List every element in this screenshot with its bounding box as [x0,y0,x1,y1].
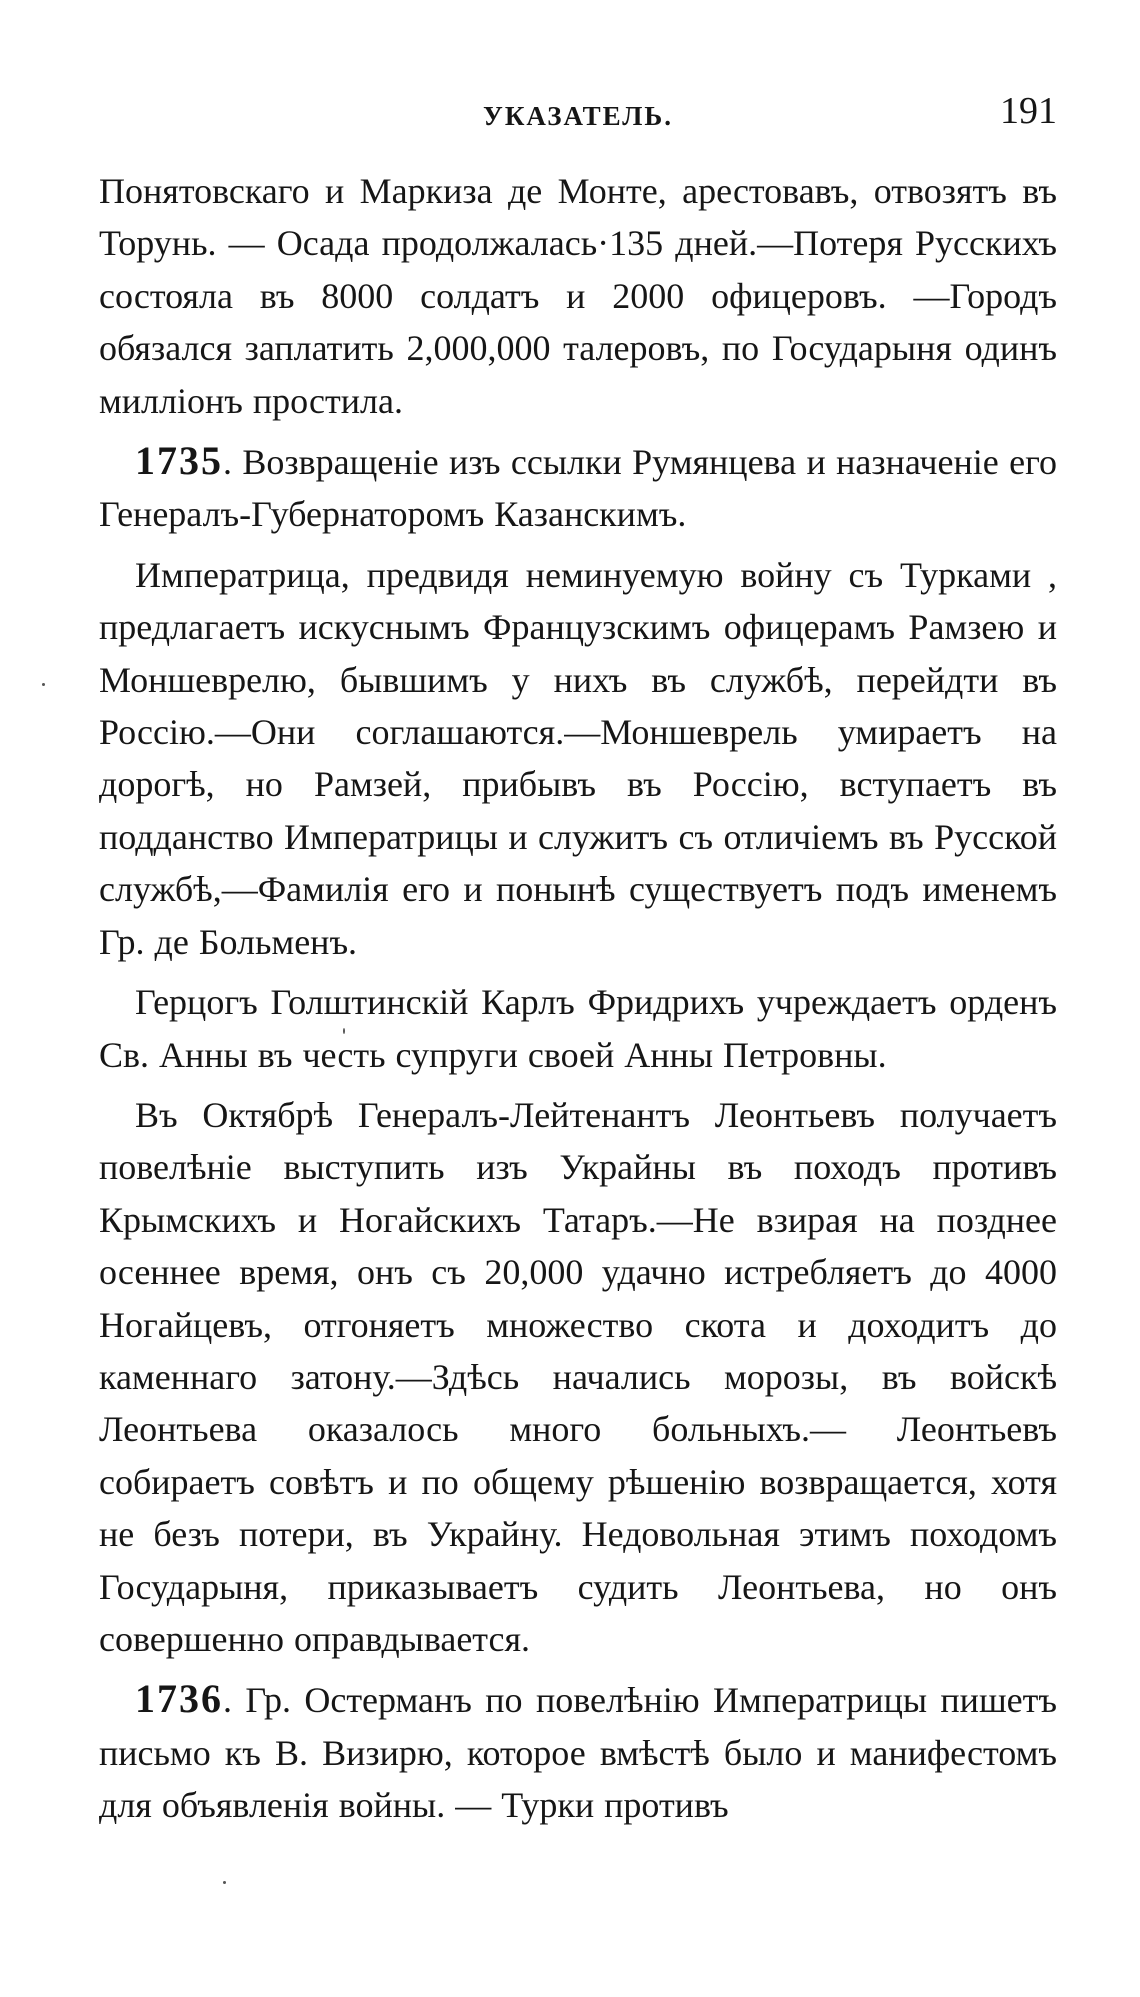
paragraph-continuation [99,165,1057,427]
ink-speck [343,1028,345,1034]
paragraph-text: Понятовскаго и Маркиза де Монте, арестовавъ, отвозятъ въ Торунь. — Осада продолжалась·135 дней.—Потеря Русскихъ состояла въ 8000 солдатъ и 2000 офицеровъ. —Городъ обязался заплатить 2,000,000 талеровъ, по Государыня одинъ милліонъ простила. [99,171,1057,421]
year-heading: 1736 [135,1676,223,1722]
paragraph-holstein-order [99,976,1057,1081]
paragraph-empress-turks [99,549,1057,968]
running-title: УКАЗАТЕЛЬ. [483,101,673,131]
paragraph-year-1735 [99,435,1057,541]
paragraph-year-1736 [99,1673,1057,1831]
paragraph-text: . Возвращеніе изъ ссылки Румянцева и назначеніе его Генералъ-Губернаторомъ Казанскимъ. [99,442,1057,535]
page-number: 191 [1000,90,1057,132]
running-head [99,90,1057,135]
year-heading: 1735 [135,438,223,484]
paragraph-text: Императрица, предвидя неминуемую войну съ Турками , предлагаетъ искуснымъ Французскимъ офицерамъ Рамзею и Моншеврелю, бывшимъ у нихъ въ службѣ, перейдти въ Россію.—Они соглашаются.—Моншеврель умираетъ на дорогѣ, но Рамзей, прибывъ въ Россію, вступаетъ въ подданство Императрицы и служитъ съ отличіемъ въ Русской службѣ,—Фамилія его и понынѣ существуетъ подъ именемъ Гр. де Больменъ. [99,554,1057,962]
body-text [99,165,1057,1832]
paragraph-text: Въ Октябрѣ Генералъ-Лейтенантъ Леонтьевъ получаетъ повелѣніе выступить изъ Украйны въ походъ противъ Крымскихъ и Ногайскихъ Татаръ.—Не взирая на позднее осеннее время, онъ съ 20,000 удачно истребляетъ до 4000 Ногайцевъ, отгоняетъ множество скота и доходитъ до каменнаго затону.—Здѣсь начались морозы, въ войскѣ Леонтьева оказалось много больныхъ.— Леонтьевъ собираетъ совѣтъ и по общему рѣшенію возвращается, хотя не безъ потери, въ Украйну. Недовольная этимъ походомъ Государыня, приказываетъ судить Леонтьева, но онъ совершенно оправдывается. [99,1094,1057,1659]
paragraph-leontiev [99,1089,1057,1665]
paragraph-text: . Гр. Остерманъ по повелѣнію Императрицы пишетъ письмо къ В. Визирю, которое вмѣстѣ было и манифестомъ для объявленія войны. — Турки противъ [99,1680,1057,1826]
ink-speck [223,1881,226,1884]
paragraph-text: Герцогъ Голштинскій Карлъ Фридрихъ учреждаетъ орденъ Св. Анны въ честь супруги своей Анны Петровны. [99,982,1057,1075]
ink-speck [42,683,45,686]
